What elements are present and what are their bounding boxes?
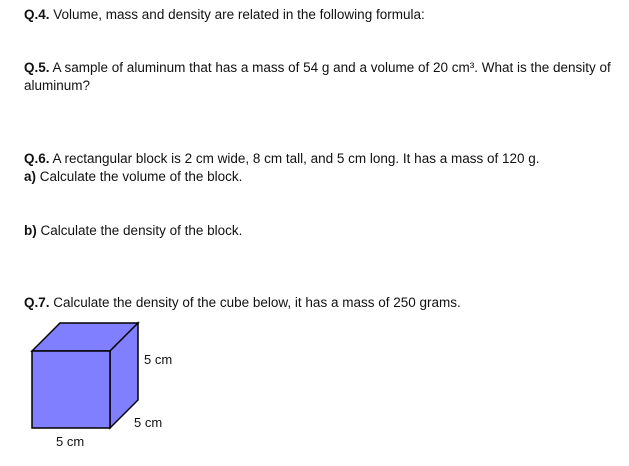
question-5: [24, 59, 614, 95]
question-7: [24, 294, 461, 312]
cube-front-face: [32, 351, 110, 428]
cube-diagram: [28, 320, 143, 432]
cube-depth-label: 5 cm: [134, 415, 163, 430]
question-5-number: Q.5.: [24, 60, 50, 75]
question-5-text: A sample of aluminum that has a mass of 54 g and a volume of 20 cm³. What is the density of aluminum?: [24, 60, 611, 93]
question-7-number: Q.7.: [24, 295, 50, 310]
question-6-text: A rectangular block is 2 cm wide, 8 cm tall, and 5 cm long. It has a mass of 120 g.: [49, 151, 540, 166]
question-4-number: Q.4.: [24, 7, 50, 22]
cube-width-label: 5 cm: [56, 434, 85, 449]
question-4: [24, 6, 425, 24]
question-6a-label: a): [24, 169, 37, 184]
question-6: [24, 150, 540, 168]
question-4-text: Volume, mass and density are related in the following formula:: [49, 7, 425, 22]
question-7-text: Calculate the density of the cube below, it has a mass of 250 grams.: [49, 295, 461, 310]
question-6b-text: Calculate the density of the block.: [36, 223, 243, 238]
question-6b-label: b): [24, 223, 37, 238]
question-6-number: Q.6.: [24, 151, 50, 166]
question-6a-text: Calculate the volume of the block.: [36, 169, 243, 184]
question-6a: [24, 168, 242, 186]
question-6b: [24, 222, 242, 240]
cube-height-label: 5 cm: [144, 352, 173, 367]
